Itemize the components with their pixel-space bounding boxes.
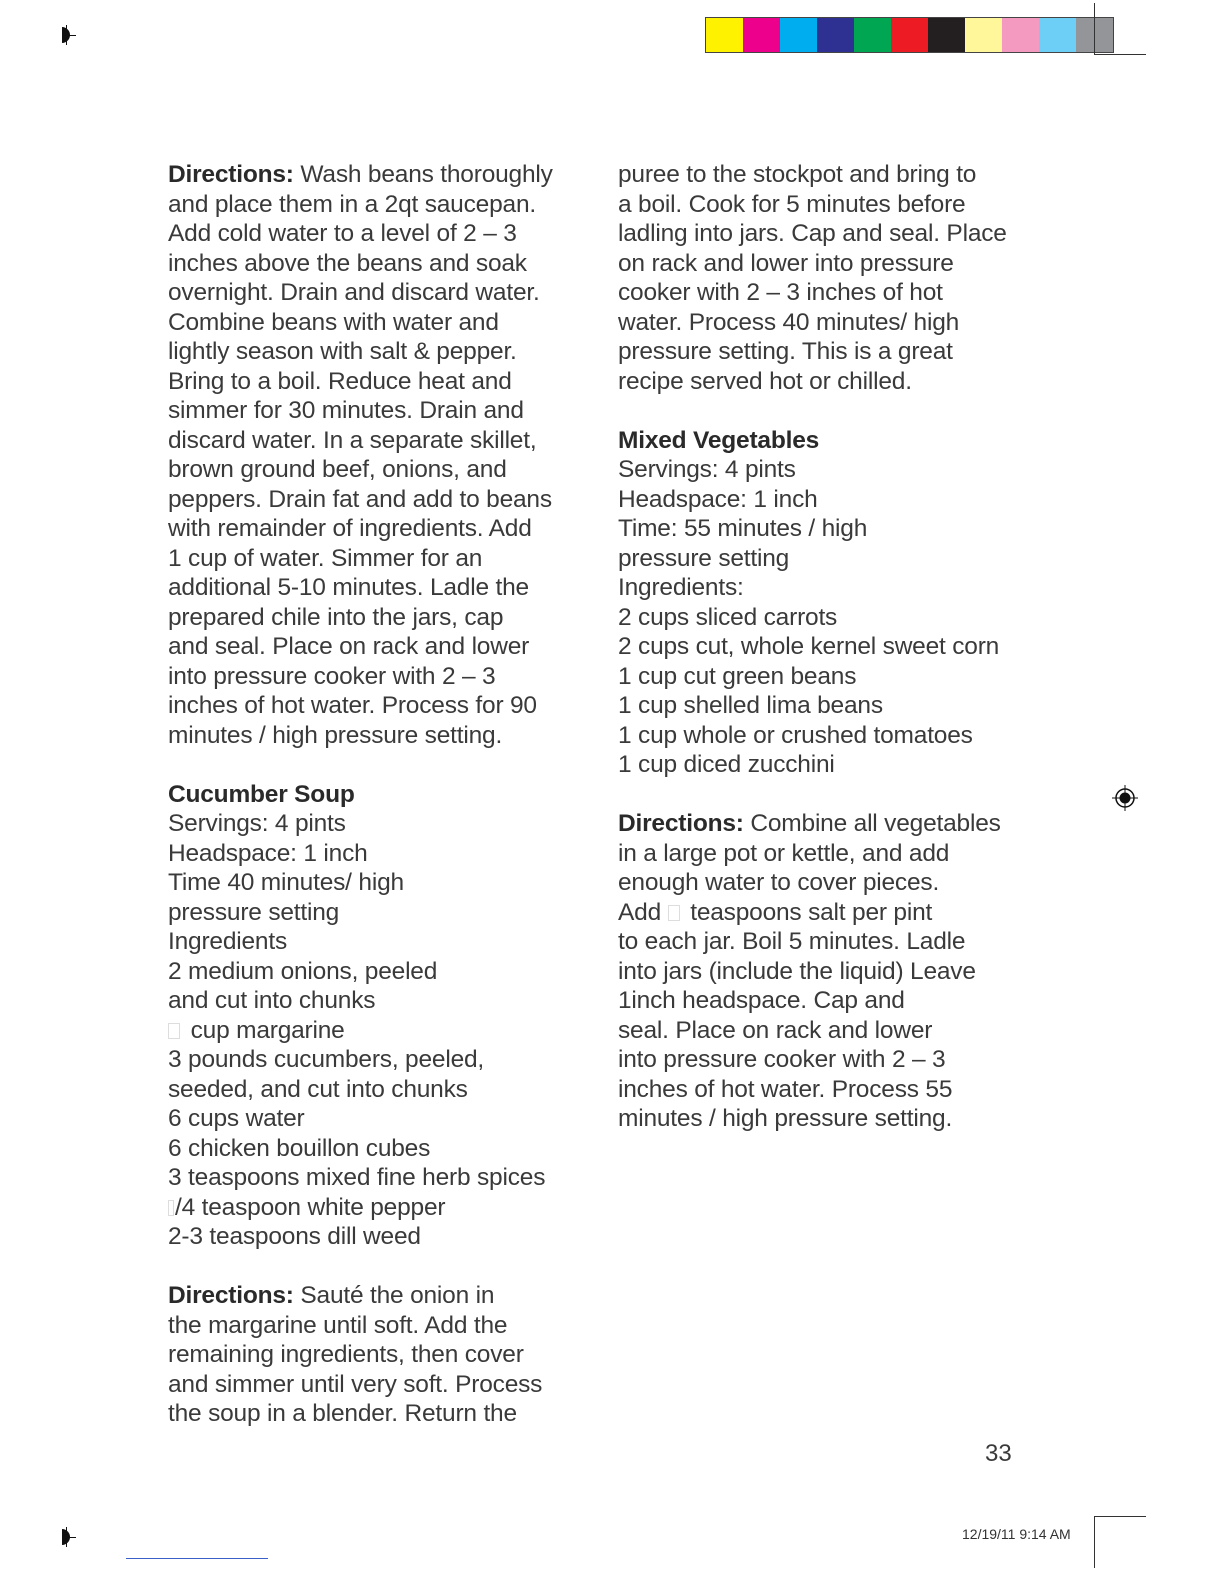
text-line: a boil. Cook for 5 minutes before (618, 190, 966, 218)
text-line: with remainder of ingredients. Add (168, 515, 532, 542)
text-line: minutes / high pressure setting. (168, 721, 503, 749)
color-swatch-6 (891, 18, 928, 52)
text-line: 2-3 teaspoons dill weed (168, 1223, 421, 1250)
right-column (618, 160, 1028, 1163)
text-line: 6 cups water (168, 1105, 305, 1132)
text-line: Time 40 minutes/ high (168, 869, 404, 896)
page-number: 33 (985, 1440, 1012, 1467)
text-line: inches of hot water. Process 55 (618, 1075, 953, 1103)
print-timestamp: 12/19/11 9:14 AM (962, 1526, 1071, 1542)
color-swatch-4 (817, 18, 854, 52)
directions-label: Directions: (168, 161, 294, 188)
cucumber-directions-first-line: Directions: Sauté the onion in (168, 1282, 495, 1309)
mixed-directions-first-line: Directions: Combine all vegetables (618, 810, 1001, 837)
text-line: remaining ingredients, then cover (168, 1341, 524, 1368)
text-line: into pressure cooker with 2 – 3 (618, 1046, 946, 1073)
text-line: 1 cup cut green beans (618, 662, 857, 690)
mixed-vegetables-details (618, 455, 1028, 780)
text-line: to each jar. Boil 5 minutes. Ladle (618, 928, 966, 955)
text-line: ladling into jars. Cap and seal. Place (618, 220, 1007, 247)
crop-mark-top-right-vertical (1094, 3, 1095, 55)
color-swatch-2 (743, 18, 780, 52)
print-color-bar (705, 17, 1114, 53)
text-line: 3 pounds cucumbers, peeled, (168, 1046, 485, 1073)
text-line: peppers. Drain fat and add to beans (168, 485, 552, 513)
recipe-title-mixed-vegetables: Mixed Vegetables (618, 426, 820, 454)
text-line: and cut into chunks (168, 987, 376, 1014)
chili-directions (168, 160, 568, 750)
text-line: 3 teaspoons mixed fine herb spices (168, 1164, 546, 1191)
text-line: pressure setting (168, 898, 340, 926)
color-swatch-5 (854, 18, 891, 52)
text-line: enough water to cover pieces. (618, 869, 940, 896)
text-line: 1 cup whole or crushed tomatoes (618, 721, 973, 749)
text-line: Servings: 4 pints (168, 810, 346, 837)
text-line: overnight. Drain and discard water. (168, 279, 540, 306)
text-line: Headspace: 1 inch (618, 485, 818, 513)
text-line: Servings: 4 pints (618, 456, 796, 483)
crop-mark-top-right-horizontal (1094, 54, 1146, 55)
text-line: Headspace: 1 inch (168, 839, 368, 867)
text-line: additional 5-10 minutes. Ladle the (168, 574, 529, 601)
cucumber-soup-details (168, 809, 568, 1252)
registration-mark-bottom-left-icon (62, 1527, 76, 1547)
cucumber-soup-directions-continued (618, 160, 1028, 396)
color-swatch-8 (965, 18, 1002, 52)
text-line: in a large pot or kettle, and add (618, 839, 950, 867)
text-line: simmer for 30 minutes. Drain and (168, 397, 524, 424)
registration-mark-top-left-icon (62, 25, 76, 45)
cucumber-soup-directions (168, 1281, 568, 1429)
text-line: Combine beans with water and (168, 308, 499, 336)
text-line: and seal. Place on rack and lower (168, 633, 530, 660)
text-line: and place them in a 2qt saucepan. (168, 190, 536, 218)
text-line: Bring to a boil. Reduce heat and (168, 367, 512, 395)
text-line: inches above the beans and soak (168, 249, 527, 277)
text-line: 1 cup of water. Simmer for an (168, 544, 483, 572)
text-line: pressure setting (618, 544, 790, 572)
crop-mark-bottom-right-horizontal (1094, 1516, 1146, 1517)
color-swatch-1 (706, 18, 743, 52)
text-line: 1 cup shelled lima beans (618, 692, 883, 719)
color-swatch-10 (1039, 18, 1076, 52)
text-line: pressure setting. This is a great (618, 338, 953, 365)
mixed-vegetables-directions (618, 809, 1028, 1134)
text-line: the margarine until soft. Add the (168, 1311, 508, 1339)
recipe-title-cucumber-soup: Cucumber Soup (168, 780, 355, 808)
text-line: 1inch headspace. Cap and (618, 987, 905, 1014)
text-line: Time: 55 minutes / high (618, 515, 868, 542)
text-line: 2 cups sliced carrots (618, 603, 838, 631)
text-line: 1 cup diced zucchini (618, 751, 835, 778)
chili-directions-first-line: Directions: Wash beans thoroughly (168, 161, 553, 188)
text-line: brown ground beef, onions, and (168, 456, 507, 483)
text-line: 6 chicken bouillon cubes (168, 1134, 431, 1162)
missing-glyph-box-icon (168, 1200, 174, 1216)
text-line: the soup in a blender. Return the (168, 1400, 517, 1427)
text-line: into pressure cooker with 2 – 3 (168, 662, 496, 690)
registration-target-icon (1112, 785, 1138, 811)
text-line: on rack and lower into pressure (618, 249, 954, 277)
text-line: puree to the stockpot and bring to (618, 161, 977, 188)
missing-glyph-box-icon (168, 1023, 180, 1039)
text-line: 2 medium onions, peeled (168, 957, 438, 985)
text-line: seeded, and cut into chunks (168, 1075, 468, 1103)
color-swatch-9 (1002, 18, 1039, 52)
text-line: discard water. In a separate skillet, (168, 426, 537, 454)
left-column (168, 160, 568, 1458)
text-line: into jars (include the liquid) Leave (618, 957, 976, 985)
text-line: and simmer until very soft. Process (168, 1370, 543, 1398)
color-swatch-7 (928, 18, 965, 52)
text-line: Add cold water to a level of 2 – 3 (168, 220, 517, 247)
text-line: lightly season with salt & pepper. (168, 338, 517, 365)
text-line: recipe served hot or chilled. (618, 367, 912, 395)
decorative-rule (126, 1558, 268, 1559)
directions-label: Directions: (168, 1282, 294, 1309)
color-swatch-3 (780, 18, 817, 52)
text-line: Ingredients (168, 928, 288, 955)
pepper-line: /4 teaspoon white pepper (168, 1193, 568, 1223)
crop-mark-bottom-right-vertical (1094, 1516, 1095, 1568)
text-line: inches of hot water. Process for 90 (168, 692, 537, 719)
directions-label: Directions: (618, 810, 744, 837)
salt-line: Add teaspoons salt per pint (618, 898, 933, 926)
text-line: cooker with 2 – 3 inches of hot (618, 279, 943, 306)
text-line: Ingredients: (618, 574, 744, 601)
margarine-line: cup margarine (168, 1016, 568, 1046)
text-line: 2 cups cut, whole kernel sweet corn (618, 633, 1000, 660)
text-line: minutes / high pressure setting. (618, 1105, 953, 1132)
text-line: water. Process 40 minutes/ high (618, 308, 960, 336)
missing-glyph-box-icon (668, 905, 680, 921)
text-line: prepared chile into the jars, cap (168, 603, 504, 631)
text-line: seal. Place on rack and lower (618, 1016, 933, 1044)
